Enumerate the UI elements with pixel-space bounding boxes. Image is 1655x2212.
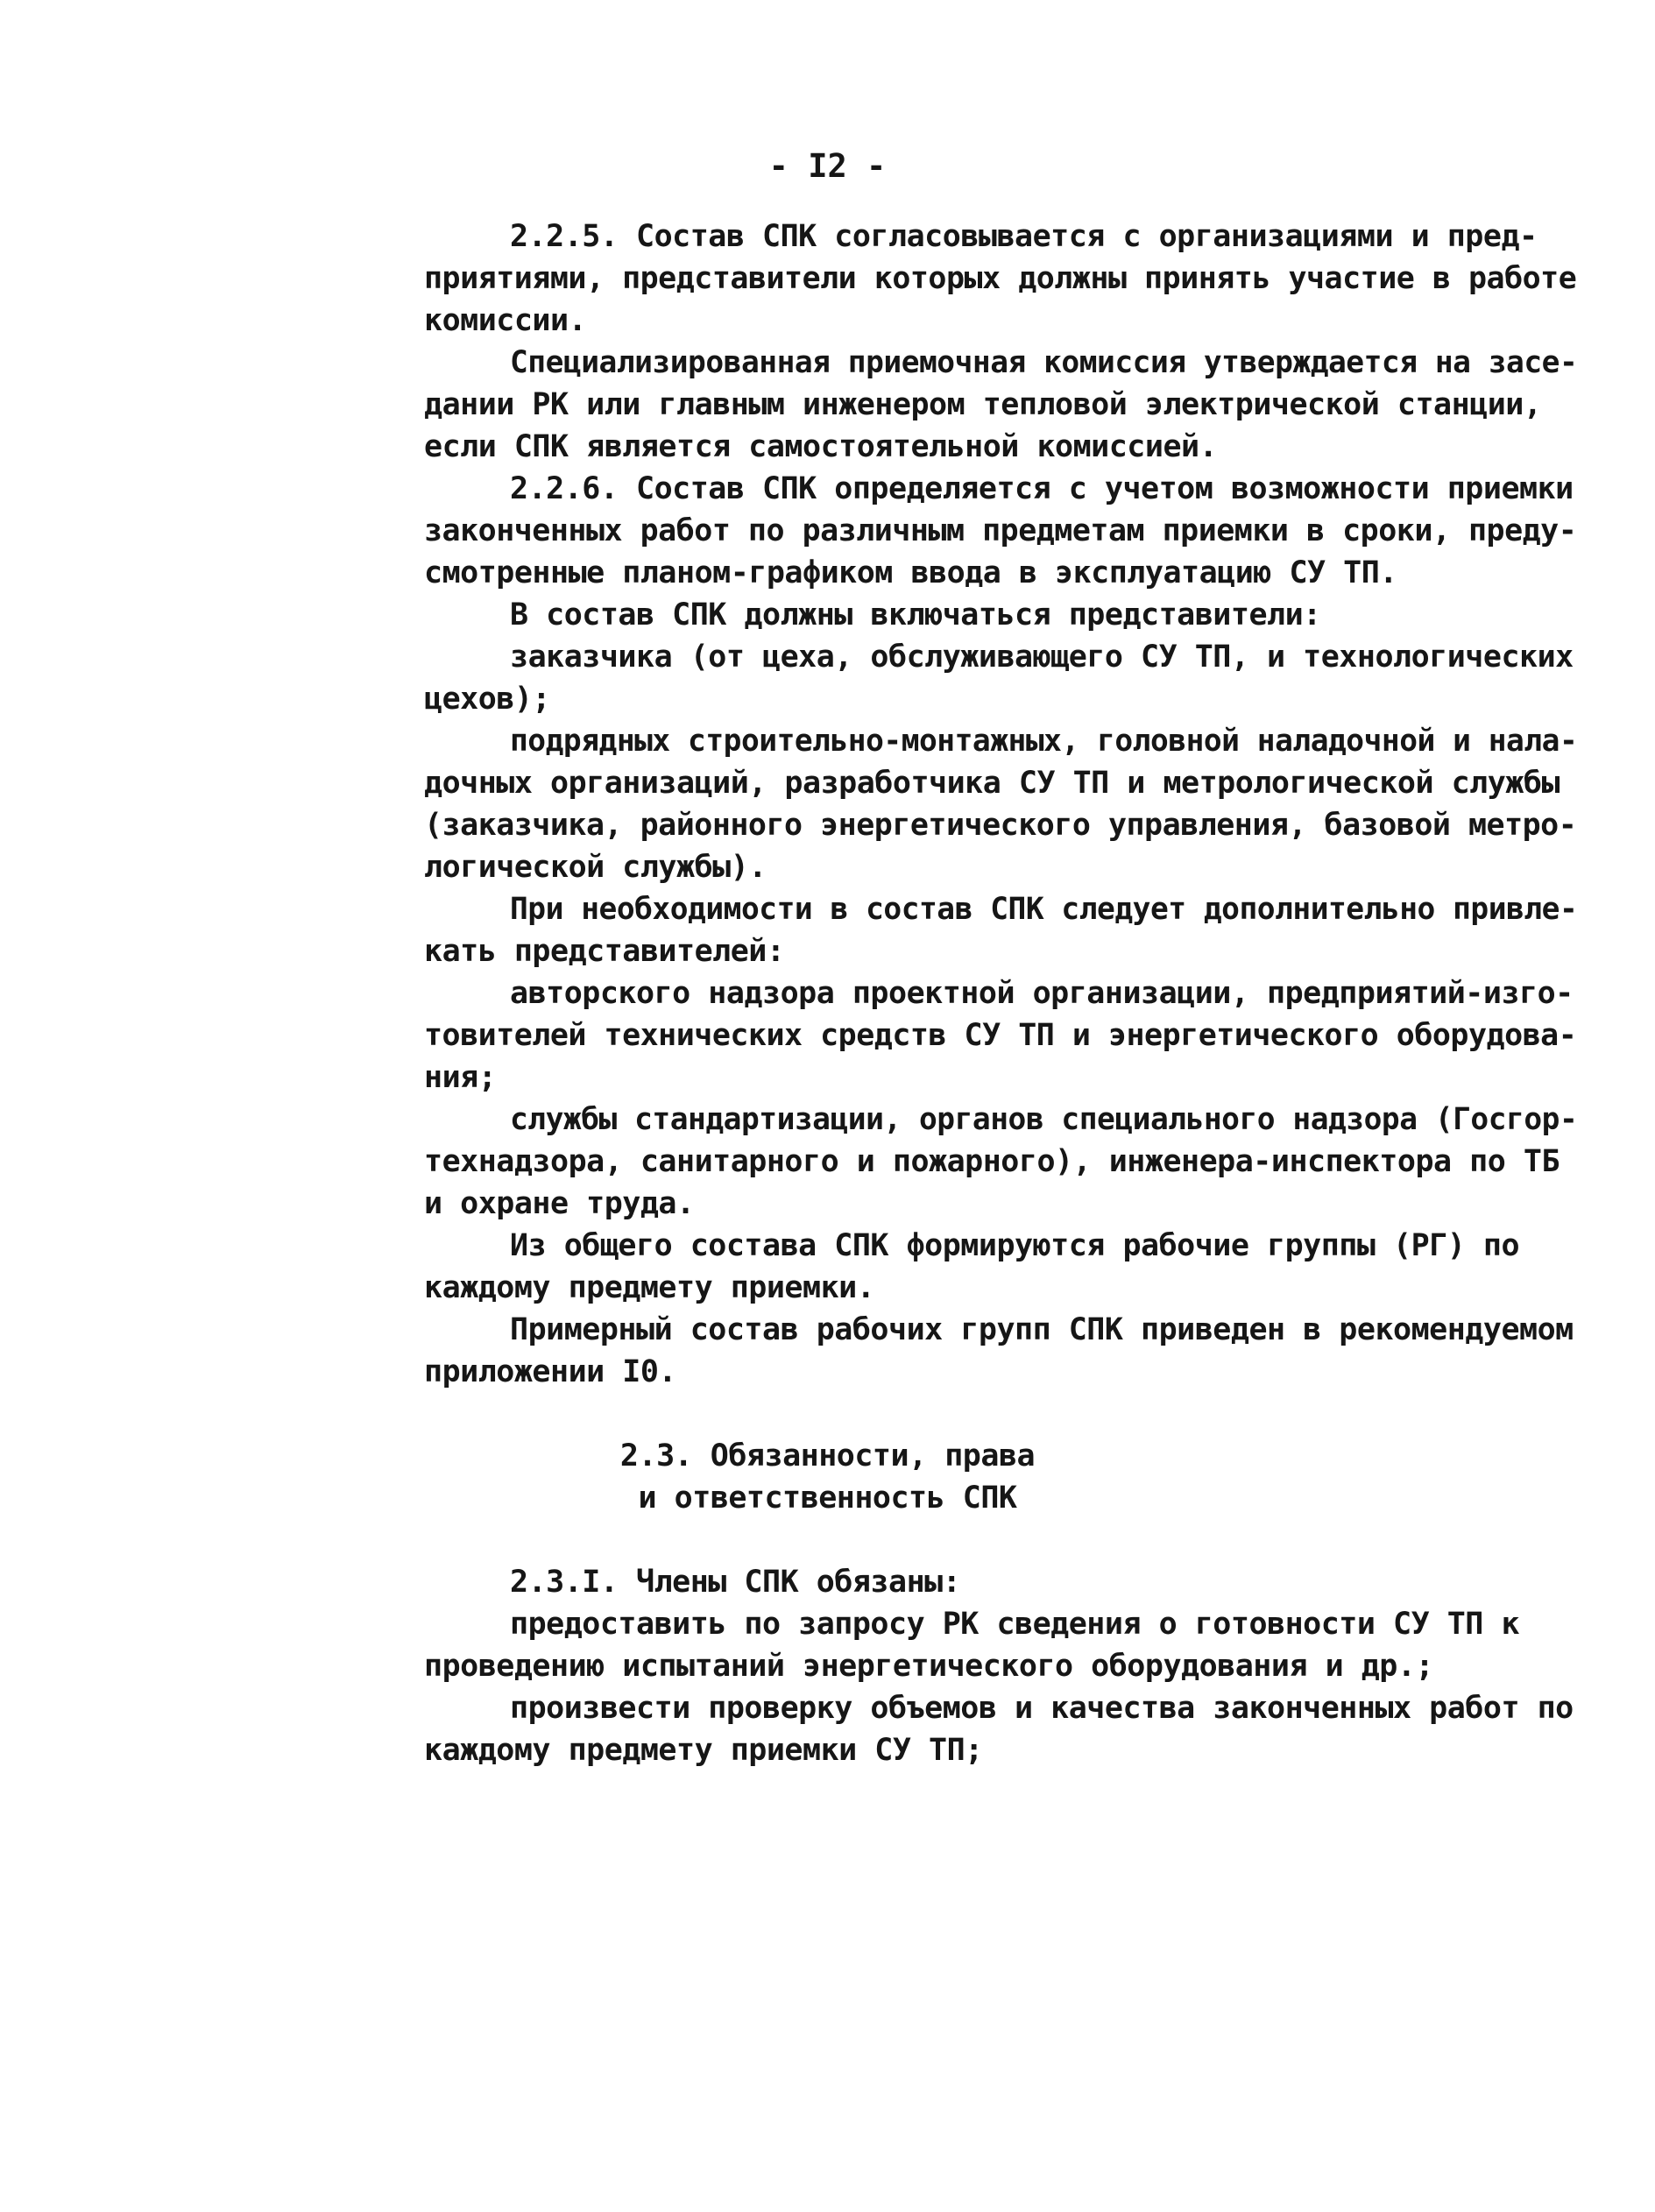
text-line: В состав СПК должны включаться представители: <box>510 597 1321 633</box>
text-line: каждому предмету приемки СУ ТП; <box>424 1733 983 1768</box>
text-line: Специализированная приемочная комиссия утверждается на засе- <box>510 345 1578 380</box>
text-line: Примерный состав рабочих групп СПК приведен в рекомендуемом <box>510 1312 1574 1347</box>
text-line: каждому предмету приемки. <box>424 1270 875 1305</box>
text-line: цехов); <box>424 682 551 717</box>
text-line: (заказчика, районного энергетического управления, базовой метро- <box>424 808 1577 843</box>
section-heading-line2: и ответственность СПК <box>638 1481 1017 1516</box>
text-line: проведению испытаний энергетического оборудования и др.; <box>424 1649 1434 1684</box>
text-line: службы стандартизации, органов специального надзора (Госгор- <box>510 1102 1578 1137</box>
text-line: кать представителей: <box>424 934 785 969</box>
text-line: произвести проверку объемов и качества законченных работ по <box>510 1691 1574 1726</box>
text-line: законченных работ по различным предметам приемки в сроки, преду- <box>424 513 1577 548</box>
text-line: Из общего состава СПК формируются рабочие группы (РГ) по <box>510 1228 1520 1263</box>
text-line: приятиями, представители которых должны принять участие в работе <box>424 261 1577 296</box>
text-line: предоставить по запросу РК сведения о готовности СУ ТП к <box>510 1607 1520 1642</box>
page-number: - I2 - <box>768 147 887 185</box>
text-line: дочных организаций, разработчика СУ ТП и метрологической службы <box>424 766 1560 801</box>
text-line: приложении I0. <box>424 1354 677 1389</box>
text-line: При необходимости в состав СПК следует дополнительно привле- <box>510 892 1578 927</box>
text-line: 2.2.5. Состав СПК согласовывается с организациями и пред- <box>510 219 1538 254</box>
text-line: заказчика (от цеха, обслуживающего СУ ТП, и технологических <box>510 640 1574 675</box>
text-line: комиссии. <box>424 303 587 338</box>
text-line: подрядных строительно-монтажных, головной наладочной и нала- <box>510 724 1578 759</box>
text-line: смотренные планом-графиком ввода в эксплуатацию СУ ТП. <box>424 555 1397 590</box>
text-line: логической службы). <box>424 850 767 885</box>
section-heading-line1: 2.3. Обязанности, права <box>619 1438 1036 1473</box>
text-line: ния; <box>424 1060 497 1095</box>
text-line: и охране труда. <box>424 1186 695 1221</box>
text-line: 2.2.6. Состав СПК определяется с учетом возможности приемки <box>510 471 1574 506</box>
text-line: если СПК является самостоятельной комиссией. <box>424 429 1218 464</box>
text-line: технадзора, санитарного и пожарного), инженера-инспектора по ТБ <box>424 1144 1560 1179</box>
text-line: 2.3.I. Члены СПК обязаны: <box>510 1565 961 1600</box>
text-line: авторского надзора проектной организации, предприятий-изго- <box>510 976 1574 1011</box>
text-line: дании РК или главным инженером тепловой электрической станции, <box>424 387 1542 422</box>
text-line: товителей технических средств СУ ТП и энергетического оборудова- <box>424 1018 1577 1053</box>
